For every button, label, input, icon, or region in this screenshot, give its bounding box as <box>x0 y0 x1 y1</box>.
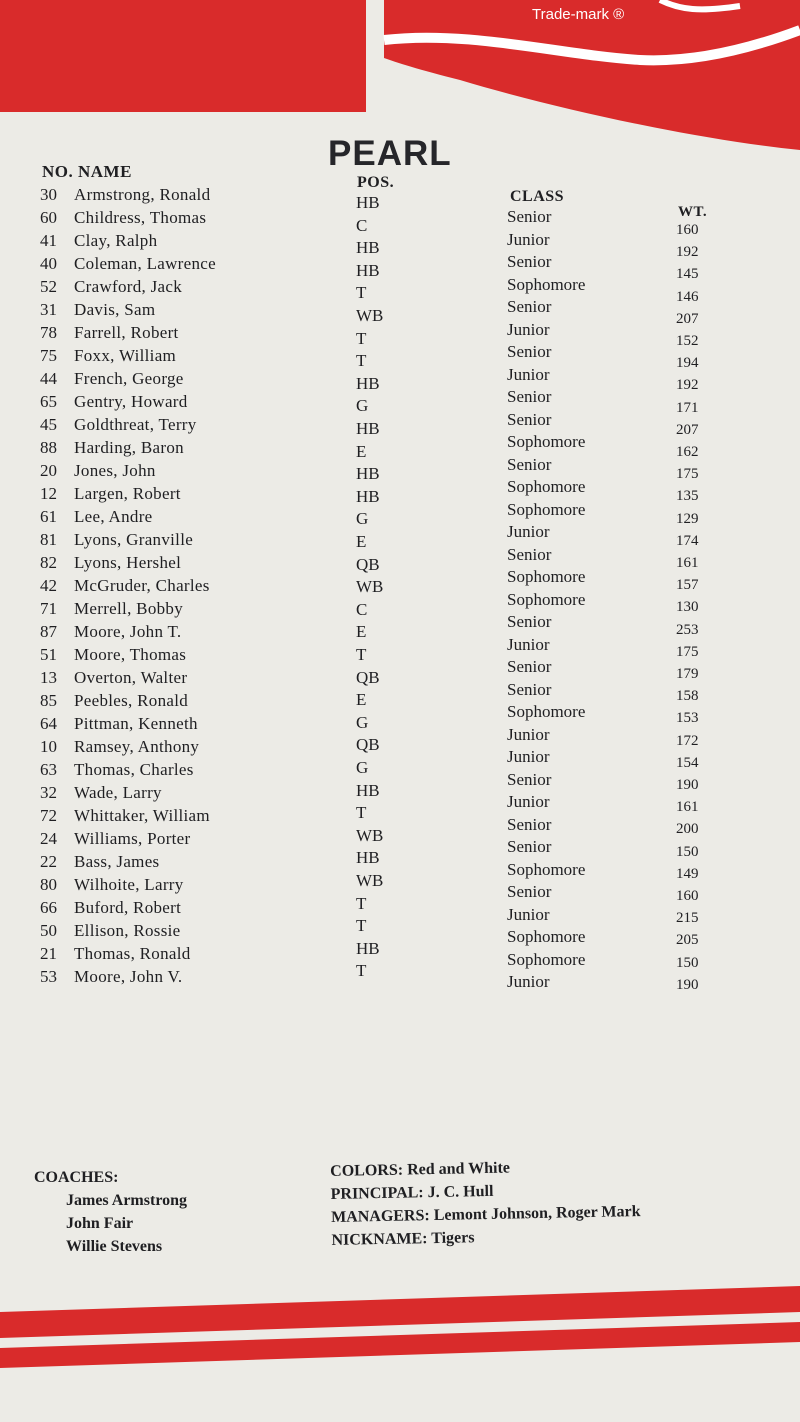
player-wt: 253 <box>676 621 699 638</box>
player-name: Buford, Robert <box>74 898 182 917</box>
player-pos: E <box>356 690 367 710</box>
colors-value: Red and White <box>406 1159 511 1179</box>
player-wt: 129 <box>676 510 699 527</box>
player-class: Junior <box>507 792 550 811</box>
coaches-block <box>34 1166 187 1258</box>
coach-name: James Armstrong <box>66 1192 188 1209</box>
player-wt: 207 <box>676 310 699 327</box>
player-no: 13 <box>40 668 57 687</box>
player-class: Senior <box>507 882 552 901</box>
player-name: Jones, John <box>74 461 156 480</box>
player-no: 87 <box>40 622 57 641</box>
player-name: Childress, Thomas <box>74 208 207 227</box>
player-class: Junior <box>507 904 550 924</box>
player-no: 85 <box>40 691 57 710</box>
player-no: 65 <box>40 392 57 411</box>
player-wt: 150 <box>676 954 699 971</box>
player-pos: G <box>356 396 369 416</box>
player-class: Sophomore <box>507 589 586 609</box>
player-name: Harding, Baron <box>74 438 184 457</box>
player-pos: T <box>356 351 367 371</box>
player-no: 42 <box>40 576 57 595</box>
player-wt: 192 <box>676 244 699 261</box>
player-name: Thomas, Charles <box>74 760 194 779</box>
player-class: Senior <box>507 252 552 271</box>
column-header-wt: WT. <box>678 204 708 220</box>
player-class: Senior <box>507 612 552 631</box>
player-wt: 152 <box>676 333 699 349</box>
player-no: 64 <box>40 714 57 733</box>
player-name: Moore, John V. <box>74 967 183 986</box>
player-name: Goldthreat, Terry <box>74 415 197 434</box>
player-pos: E <box>356 532 367 551</box>
player-name: McGruder, Charles <box>74 576 210 595</box>
player-no: 21 <box>40 944 57 963</box>
team-title: PEARL <box>328 134 452 173</box>
player-class: Sophomore <box>507 477 586 496</box>
player-class: Sophomore <box>507 702 586 721</box>
player-no: 41 <box>40 231 57 250</box>
player-wt: 130 <box>676 599 699 616</box>
player-class: Sophomore <box>507 567 586 586</box>
player-no: 50 <box>40 921 57 940</box>
player-class: Senior <box>507 837 552 856</box>
player-no: 61 <box>40 507 57 526</box>
player-name: Farrell, Robert <box>74 323 179 342</box>
player-class: Junior <box>507 364 550 384</box>
column-header-class: CLASS <box>510 188 565 205</box>
player-wt: 161 <box>676 799 699 816</box>
player-wt: 205 <box>676 932 699 949</box>
player-no: 80 <box>40 875 57 894</box>
player-no: 82 <box>40 553 57 572</box>
player-no: 32 <box>40 783 57 802</box>
player-class: Junior <box>507 724 550 744</box>
nickname-label: NICKNAME: <box>331 1230 428 1249</box>
player-pos: E <box>356 441 367 461</box>
player-name: Gentry, Howard <box>74 392 188 411</box>
player-class: Junior <box>507 972 550 991</box>
player-pos: WB <box>356 306 384 325</box>
player-no: 81 <box>40 530 57 549</box>
player-no: 45 <box>40 415 57 434</box>
player-no: 78 <box>40 323 57 342</box>
player-name: Davis, Sam <box>74 300 156 319</box>
player-class: Junior <box>507 319 550 339</box>
school-info-block <box>330 1154 641 1252</box>
player-no: 24 <box>40 829 57 848</box>
player-wt: 190 <box>676 777 699 793</box>
player-wt: 179 <box>676 666 699 682</box>
player-name: Largen, Robert <box>74 484 181 503</box>
player-class: Senior <box>507 769 552 789</box>
player-class: Senior <box>507 814 552 834</box>
player-pos: C <box>356 215 368 235</box>
player-pos: QB <box>356 554 380 574</box>
player-name: French, George <box>74 369 184 388</box>
player-name: Moore, John T. <box>74 622 182 641</box>
player-name: Merrell, Bobby <box>74 599 184 618</box>
player-wt: 162 <box>676 444 699 460</box>
player-no: 51 <box>40 645 57 664</box>
player-wt: 190 <box>676 976 699 993</box>
player-name: Wade, Larry <box>74 783 162 802</box>
coach-name: John Fair <box>66 1215 134 1232</box>
nickname-value: Tigers <box>431 1229 475 1248</box>
player-pos: C <box>356 599 368 619</box>
player-class: Sophomore <box>507 432 586 451</box>
player-name: Peebles, Ronald <box>74 691 189 710</box>
player-no: 44 <box>40 369 57 388</box>
player-pos: G <box>356 509 369 529</box>
player-wt: 215 <box>676 910 699 927</box>
player-pos: HB <box>356 938 380 958</box>
player-name: Whittaker, William <box>74 806 210 825</box>
player-wt: 161 <box>676 555 699 571</box>
player-pos: T <box>356 893 367 913</box>
player-pos: HB <box>356 373 380 393</box>
player-class: Senior <box>507 454 552 474</box>
player-wt: 150 <box>676 843 699 860</box>
player-pos: HB <box>356 193 380 212</box>
player-no: 60 <box>40 208 57 227</box>
player-class: Senior <box>507 657 552 676</box>
player-no: 63 <box>40 760 57 779</box>
player-class: Senior <box>507 387 552 406</box>
player-class: Senior <box>507 207 552 226</box>
nickname-line <box>331 1223 641 1252</box>
player-no: 71 <box>40 599 57 618</box>
player-class: Sophomore <box>507 927 586 946</box>
player-class: Junior <box>507 747 550 766</box>
player-name: Ellison, Rossie <box>74 921 181 940</box>
player-pos: E <box>356 622 367 642</box>
colors-label: COLORS: <box>330 1161 404 1180</box>
player-pos: T <box>356 328 367 348</box>
player-name: Lee, Andre <box>74 507 153 526</box>
player-class: Senior <box>507 544 552 564</box>
principal-value: J. C. Hull <box>427 1182 494 1202</box>
player-pos: HB <box>356 486 380 506</box>
player-wt: 146 <box>676 288 699 305</box>
player-pos: HB <box>356 848 380 868</box>
player-wt: 174 <box>676 532 699 549</box>
player-class: Sophomore <box>507 499 586 519</box>
player-pos: T <box>356 803 367 823</box>
player-class: Sophomore <box>507 949 586 969</box>
player-no: 72 <box>40 806 57 825</box>
player-wt: 149 <box>676 865 699 882</box>
player-name: Moore, Thomas <box>74 645 187 664</box>
player-pos: T <box>356 645 367 664</box>
player-name: Pittman, Kenneth <box>74 714 198 733</box>
managers-label: MANAGERS: <box>330 1207 430 1226</box>
player-wt: 157 <box>676 577 699 594</box>
player-wt: 160 <box>676 888 699 904</box>
player-wt: 200 <box>676 821 699 838</box>
player-name: Lyons, Hershel <box>74 553 182 572</box>
player-no: 30 <box>40 185 57 204</box>
player-pos: HB <box>356 260 380 280</box>
player-wt: 145 <box>676 266 699 283</box>
player-name: Clay, Ralph <box>74 231 158 250</box>
player-no: 66 <box>40 898 57 917</box>
player-name: Crawford, Jack <box>74 277 183 296</box>
player-pos: T <box>356 283 367 303</box>
player-class: Senior <box>507 409 552 429</box>
player-wt: 171 <box>676 399 699 416</box>
principal-label: PRINCIPAL: <box>330 1184 424 1203</box>
player-no: 12 <box>40 484 57 503</box>
player-name: Lyons, Granville <box>74 530 194 549</box>
player-wt: 175 <box>676 643 699 660</box>
player-name: Bass, James <box>74 852 160 871</box>
player-pos: HB <box>356 780 380 800</box>
column-header-pos: POS. <box>357 174 395 191</box>
player-pos: G <box>356 758 369 777</box>
player-pos: HB <box>356 419 380 438</box>
trademark-text: Trade-mark ® <box>532 6 625 23</box>
managers-value: Lemont Johnson, Roger Mark <box>433 1203 641 1225</box>
player-pos: QB <box>356 667 380 687</box>
player-name: Armstrong, Ronald <box>74 185 211 204</box>
player-name: Coleman, Lawrence <box>74 254 216 273</box>
player-no: 31 <box>40 300 57 319</box>
player-name: Wilhoite, Larry <box>74 875 184 894</box>
player-class: Junior <box>507 522 550 541</box>
player-pos: T <box>356 916 367 936</box>
coaches-label: COACHES: <box>34 1169 119 1186</box>
player-pos: HB <box>356 238 380 258</box>
player-wt: 154 <box>676 754 699 771</box>
player-class: Junior <box>507 229 550 249</box>
player-class: Senior <box>507 297 552 316</box>
player-wt: 207 <box>676 421 699 438</box>
player-class: Sophomore <box>507 274 586 294</box>
player-wt: 135 <box>676 488 699 505</box>
player-name: Overton, Walter <box>74 668 188 687</box>
column-header-no-name: NO. NAME <box>42 162 132 181</box>
player-class: Sophomore <box>507 859 586 879</box>
player-name: Williams, Porter <box>74 829 191 848</box>
player-no: 75 <box>40 346 57 365</box>
player-no: 88 <box>40 438 57 457</box>
player-pos: T <box>356 961 367 981</box>
player-no: 40 <box>40 254 57 273</box>
player-pos: WB <box>356 825 384 845</box>
player-no: 10 <box>40 737 57 756</box>
player-no: 52 <box>40 277 57 296</box>
player-name: Foxx, William <box>74 346 177 365</box>
player-wt: 160 <box>676 222 699 238</box>
player-wt: 172 <box>676 732 699 749</box>
player-pos: HB <box>356 464 380 484</box>
player-wt: 153 <box>676 710 699 727</box>
bottom-red-stripes <box>0 1280 800 1422</box>
player-no: 22 <box>40 852 57 871</box>
player-pos: G <box>356 712 369 732</box>
player-pos: WB <box>356 577 384 597</box>
player-pos: QB <box>356 735 380 755</box>
player-name: Thomas, Ronald <box>74 944 191 963</box>
player-class: Senior <box>507 679 552 699</box>
player-no: 20 <box>40 461 57 480</box>
player-class: Senior <box>507 342 552 361</box>
player-wt: 194 <box>676 355 699 372</box>
coach-name: Willie Stevens <box>66 1238 163 1255</box>
player-class: Junior <box>507 634 550 654</box>
player-no: 53 <box>40 967 57 986</box>
player-wt: 192 <box>676 377 699 394</box>
player-wt: 175 <box>676 466 699 483</box>
player-pos: WB <box>356 871 384 890</box>
player-wt: 158 <box>676 688 699 705</box>
player-name: Ramsey, Anthony <box>74 737 200 756</box>
